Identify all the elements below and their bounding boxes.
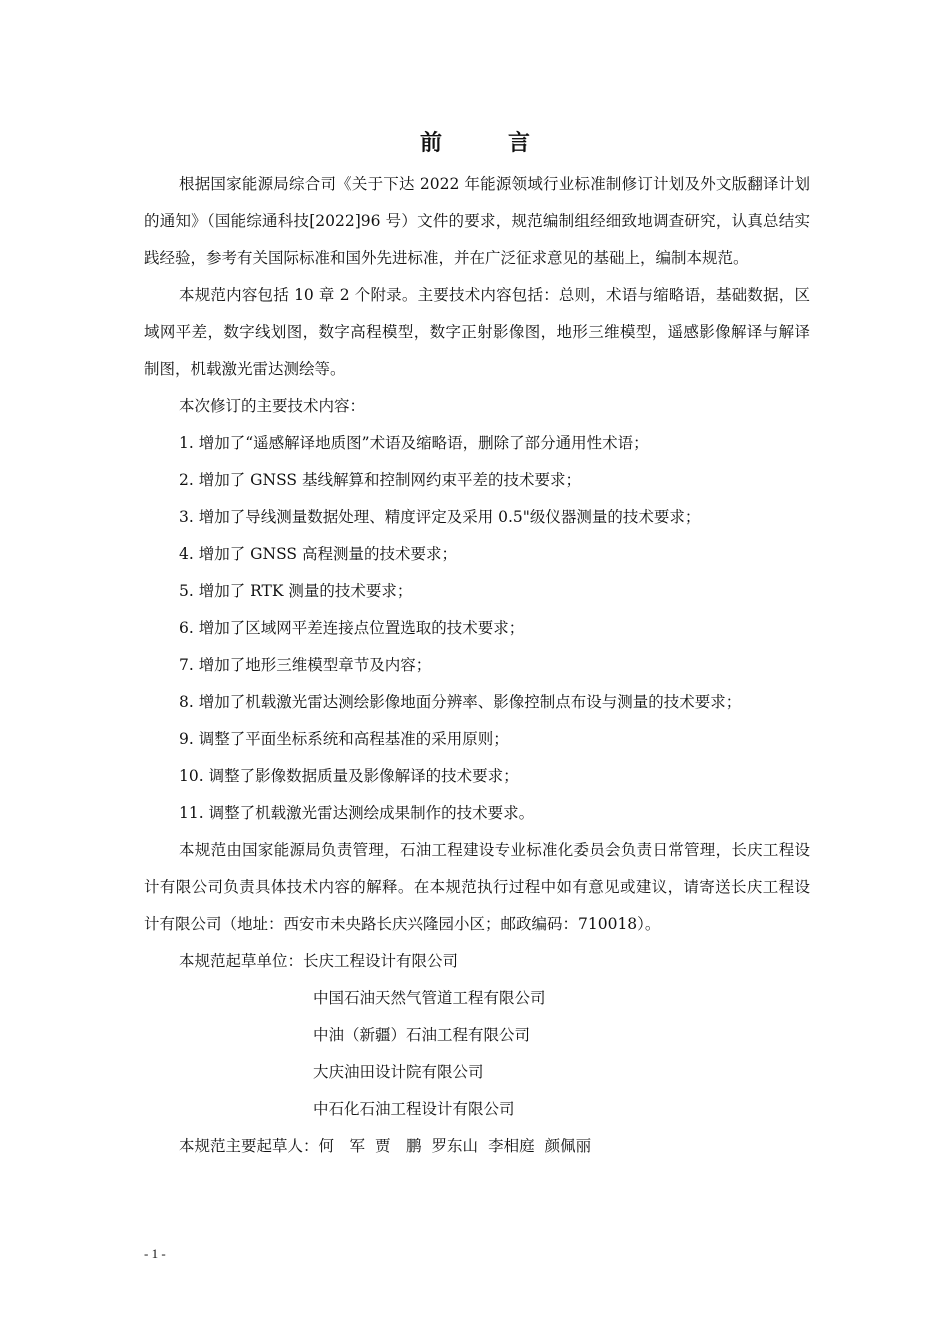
preface-body	[144, 166, 810, 1165]
revision-item: 3. 增加了导线测量数据处理、精度评定及采用 0.5"级仪器测量的技术要求；	[179, 508, 701, 526]
drafting-unit: 中国石油天然气管道工程有限公司	[313, 989, 546, 1007]
contents-paragraph: 本规范内容包括 10 章 2 个附录。主要技术内容包括：总则，术语与缩略语，基础数据，区域网平差，数字线划图，数字高程模型，数字正射影像图，地形三维模型，遥感影像解译与解译制图，机载激光雷达测绘等。	[144, 286, 810, 378]
revision-item: 10. 调整了影像数据质量及影像解译的技术要求；	[179, 767, 519, 785]
drafting-units-label: 本规范起草单位：	[179, 952, 304, 970]
management-paragraph: 本规范由国家能源局负责管理，石油工程建设专业标准化委员会负责日常管理，长庆工程设计有限公司负责具体技术内容的解释。在本规范执行过程中如有意见或建议，请寄送长庆工程设计有限公司（地址：西安市未央路长庆兴隆园小区；邮政编码：710018）。	[144, 841, 810, 933]
drafter-name: 何 军	[318, 1137, 366, 1155]
drafting-unit: 长庆工程设计有限公司	[303, 952, 459, 970]
revision-item: 11. 调整了机载激光雷达测绘成果制作的技术要求。	[179, 804, 535, 822]
drafting-unit: 中石化石油工程设计有限公司	[313, 1100, 515, 1118]
drafters	[144, 1128, 810, 1165]
drafting-unit: 大庆油田设计院有限公司	[313, 1063, 484, 1081]
drafter-name: 李相庭	[488, 1137, 535, 1155]
drafter-name: 颜佩丽	[544, 1137, 592, 1155]
revision-item: 5. 增加了 RTK 测量的技术要求；	[179, 582, 413, 600]
revision-item: 8. 增加了机载激光雷达测绘影像地面分辨率、影像控制点布设与测量的技术要求；	[179, 693, 742, 711]
revision-list	[144, 425, 810, 832]
drafters-label: 本规范主要起草人：	[179, 1137, 319, 1155]
revision-item: 9. 调整了平面坐标系统和高程基准的采用原则；	[179, 730, 509, 748]
basis-paragraph: 根据国家能源局综合司《关于下达 2022 年能源领域行业标准制修订计划及外文版翻译计划的通知》（国能综通科技[2022]96 号）文件的要求，规范编制组经细致地调查研究，认真总结实践经验，参考有关国际标准和国外先进标准，并在广泛征求意见的基础上，编制本规范。	[144, 175, 810, 267]
drafter-name: 贾 鹏	[375, 1137, 422, 1155]
page-number: - 1 -	[144, 1246, 166, 1261]
drafting-units	[144, 943, 810, 1128]
revision-item: 1. 增加了“遥感解译地质图”术语及缩略语，删除了部分通用性术语；	[179, 434, 649, 452]
page-title: 前 言	[419, 131, 552, 156]
drafter-name: 罗东山	[431, 1137, 479, 1155]
revision-item: 7. 增加了地形三维模型章节及内容；	[179, 656, 432, 674]
revision-item: 6. 增加了区域网平差连接点位置选取的技术要求；	[179, 619, 525, 637]
revision-item: 2. 增加了 GNSS 基线解算和控制网约束平差的技术要求；	[179, 471, 581, 489]
revision-item: 4. 增加了 GNSS 高程测量的技术要求；	[179, 545, 457, 563]
drafting-unit: 中油（新疆）石油工程有限公司	[313, 1026, 531, 1044]
revision-intro: 本次修订的主要技术内容：	[179, 397, 366, 415]
